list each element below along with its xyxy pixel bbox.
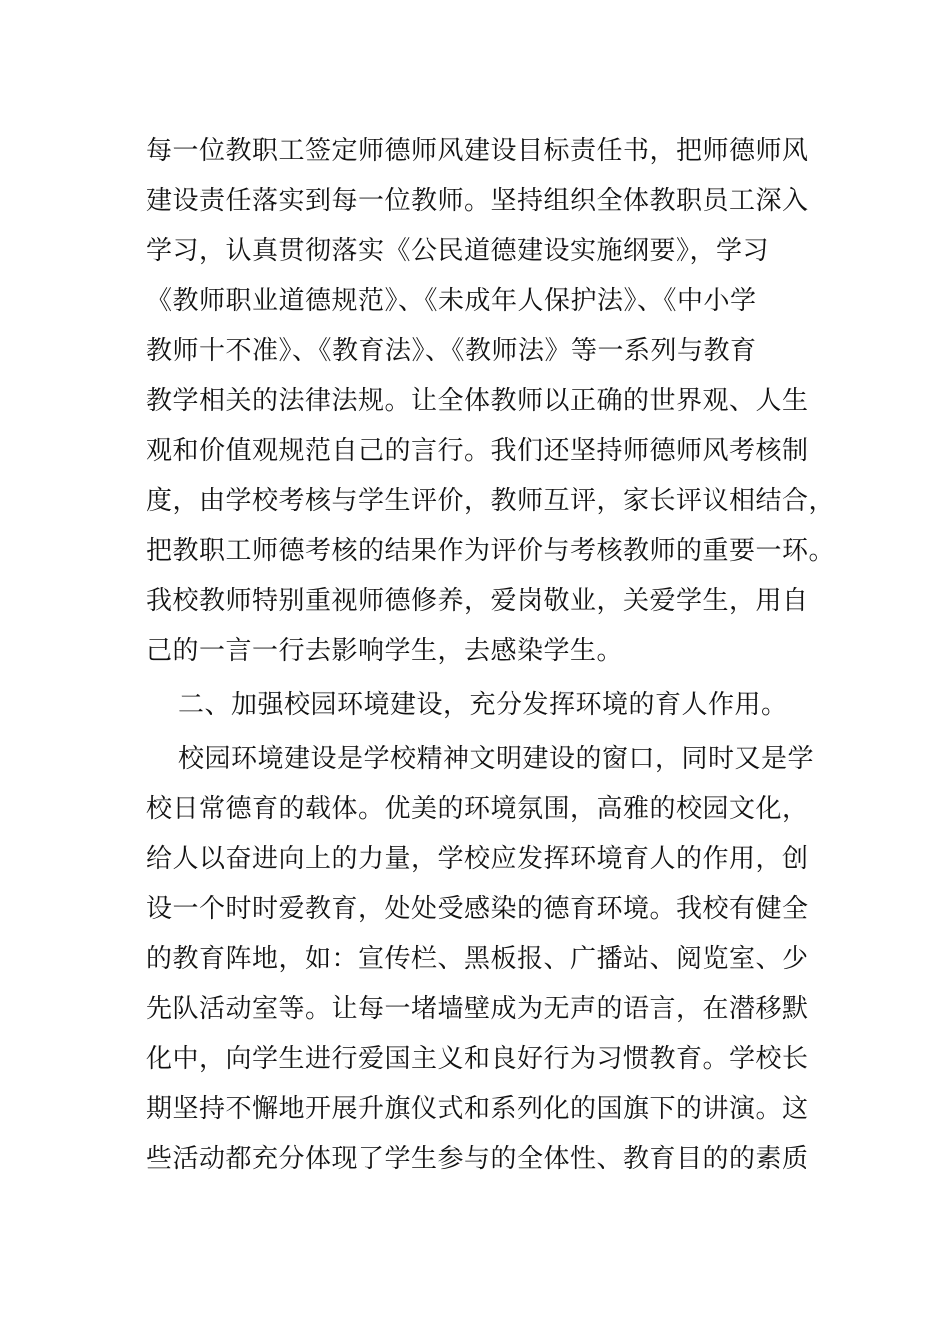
text-line: 设一个时时爱教育，处处受感染的德育环境。我校有健全 (146, 894, 809, 924)
text-line: 教学相关的法律法规。让全体教师以正确的世界观、人生 (146, 386, 809, 416)
text-line: 学习，认真贯彻落实《公民道德建设实施纲要》，学习 (146, 236, 770, 266)
text-line: 校园环境建设是学校精神文明建设的窗口，同时又是学 (178, 744, 815, 774)
text-line: 期坚持不懈地开展升旗仪式和系列化的国旗下的讲演。这 (146, 1094, 809, 1124)
text-line: 把教职工师德考核的结果作为评价与考核教师的重要一环。 (146, 536, 836, 566)
text-line: 的教育阵地，如：宣传栏、黑板报、广播站、阅览室、少 (146, 944, 809, 974)
text-line: 观和价值观规范自己的言行。我们还坚持师德师风考核制 (146, 436, 809, 466)
text-line: 我校教师特别重视师德修养，爱岗敬业，关爱学生，用自 (146, 586, 809, 616)
section-heading: 二、加强校园环境建设，充分发挥环境的育人作用。 (178, 690, 788, 720)
text-line: 些活动都充分体现了学生参与的全体性、教育目的的素质 (146, 1144, 809, 1174)
text-line: 教师十不准》、《教育法》、《教师法》等一系列与教育 (146, 336, 757, 366)
text-line: 每一位教职工签定师德师风建设目标责任书，把师德师风 (146, 136, 809, 166)
text-line: 己的一言一行去影响学生，去感染学生。 (146, 636, 624, 666)
text-line: 化中，向学生进行爱国主义和良好行为习惯教育。学校长 (146, 1044, 809, 1074)
text-line: 度，由学校考核与学生评价，教师互评，家长评议相结合， (146, 486, 836, 516)
text-line: 建设责任落实到每一位教师。坚持组织全体教职员工深入 (146, 186, 809, 216)
text-line: 校日常德育的载体。优美的环境氛围，高雅的校园文化， (146, 794, 809, 824)
text-line: 给人以奋进向上的力量，学校应发挥环境育人的作用，创 (146, 844, 809, 874)
text-line: 《教师职业道德规范》、《未成年人保护法》、《中小学 (146, 286, 757, 316)
text-line: 先队活动室等。让每一堵墙壁成为无声的语言，在潜移默 (146, 994, 809, 1024)
